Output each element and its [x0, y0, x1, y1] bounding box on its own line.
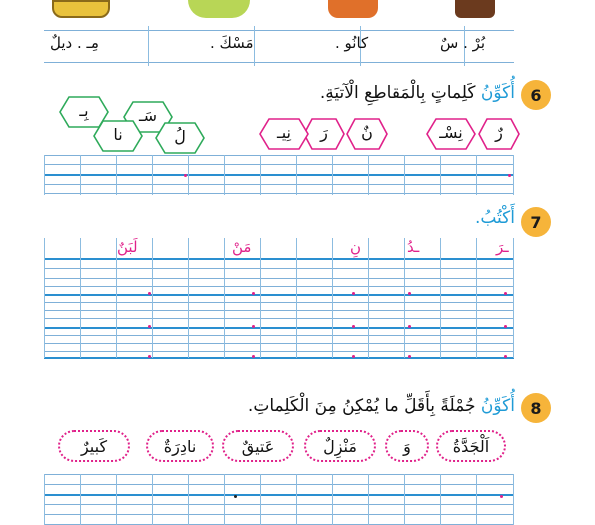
illustration-cheese: [52, 0, 110, 18]
exercise-8-text: جُمْلَةً بِأَقَلِّ ما يُمْكِنُ مِنَ الْكَلِماتِ.: [247, 396, 476, 416]
ex7-letter-2: مَنْ: [232, 238, 252, 256]
green-hex-4: لُ: [155, 122, 205, 154]
word-bubble-6: كَبيرٌ: [58, 430, 130, 462]
exercise-8-badge: 8: [521, 393, 551, 423]
exercise-7-verb: أَكْتُبُ.: [474, 208, 515, 228]
exercise-6-text: كَلِماتٍ بِالْمَقاطِعِ الْآتيَةِ.: [319, 83, 476, 103]
ex7-letter-1: لَبَنٌ: [117, 238, 138, 256]
word-bubble-5: نادِرَةٌ: [146, 430, 214, 462]
word-bubble-1: اَلْجَدَّةُ: [436, 430, 506, 462]
pink-hex-3: نٌ: [346, 118, 388, 150]
exercise-7-badge: 7: [521, 207, 551, 237]
exercise-7-writing-grid: [44, 238, 514, 358]
pink-hex-1: رٌ: [478, 118, 520, 150]
pink-hex-4: رَ: [303, 118, 345, 150]
illustration-figure: [455, 0, 495, 18]
illustration-pot: [328, 0, 378, 18]
exercise-6-instruction: [320, 83, 515, 103]
exercise-8-verb: أُكَوِّنُ: [480, 396, 515, 416]
exercise-7-instruction: [475, 208, 515, 228]
word-bubble-4: عَتيقٌ: [222, 430, 294, 462]
green-hex-1: بِـ: [59, 96, 109, 128]
exercise-6-badge: 6: [521, 80, 551, 110]
illustration-fruit: [188, 0, 250, 18]
top-word-1: بُرْ . سٌ: [440, 34, 486, 52]
top-word-3: مَسْكَ .: [210, 34, 254, 52]
exercise-6-writing-grid: [44, 155, 514, 195]
ex7-letter-3: نِ: [350, 238, 362, 256]
top-word-2: كانُو .: [335, 34, 369, 52]
ex7-letter-5: ـرَ: [496, 238, 509, 256]
pink-hex-2: نِسْـ: [426, 118, 476, 150]
exercise-6-verb: أُكَوِّنُ: [480, 83, 515, 103]
ex7-letter-4: ـدُ: [407, 238, 420, 256]
word-bubble-2: وَ: [385, 430, 429, 462]
exercise-8-writing-grid: [44, 474, 514, 525]
top-word-4: مِـ . ديلٌ: [50, 34, 99, 52]
exercise-8-instruction: [248, 396, 515, 416]
green-hex-2: سَـ: [123, 101, 173, 133]
word-bubble-3: مَنْزِلٌ: [304, 430, 376, 462]
pink-hex-5: نِيـ: [259, 118, 309, 150]
green-hex-3: نا: [93, 120, 143, 152]
